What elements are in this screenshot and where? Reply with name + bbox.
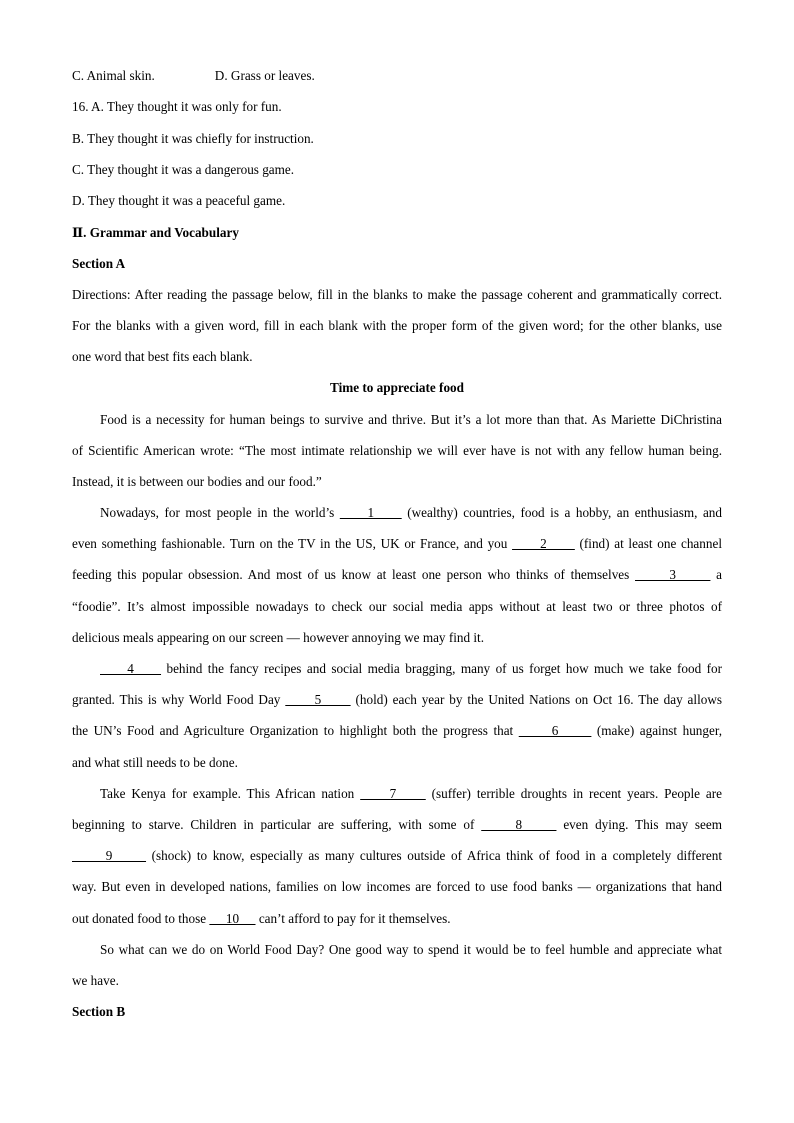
option-d: D. Grass or leaves.: [214, 68, 315, 83]
text-segment: the UN’s Food and Agriculture Organization to highlight both the progress that: [72, 723, 519, 738]
blank-9[interactable]: 9: [72, 848, 147, 863]
text-segment: (suffer) terrible droughts in recent years. People are: [425, 786, 723, 801]
paragraph-2-line-5: delicious meals appearing on our screen — however annoying we may find it.: [72, 630, 484, 645]
paragraph-4-line-5: [72, 903, 722, 934]
blank-4[interactable]: 4: [100, 661, 162, 676]
text-segment: Take Kenya for example. This African nation: [100, 786, 361, 801]
text-segment: (find) at least one channel: [574, 536, 722, 551]
paragraph-5-line-2: we have.: [72, 973, 119, 988]
paragraph-4-line-4: way. But even in developed nations, families on low incomes are forced to use food banks — organizations that hand: [72, 879, 722, 894]
paragraph-5-line-1: So what can we do on World Food Day? One good way to spend it would be to feel humble and appreciate what: [100, 942, 722, 957]
section-b-heading: Section B: [72, 1004, 126, 1019]
paragraph-2-line-2: [72, 528, 722, 559]
paragraph-3-line-2: [72, 684, 722, 715]
text-segment: a: [710, 567, 723, 582]
paragraph-3-line-3: [72, 715, 722, 746]
paragraph-1-line-3: Instead, it is between our bodies and our food.”: [72, 474, 322, 489]
text-segment: out donated food to those: [72, 911, 210, 926]
paragraph-2-line-3: [72, 559, 722, 590]
section-heading: Ⅱ. Grammar and Vocabulary: [72, 225, 239, 240]
option-c: C. Animal skin.: [72, 68, 155, 83]
blank-6[interactable]: 6: [518, 723, 592, 738]
blank-3[interactable]: 3: [635, 567, 711, 582]
directions-line-1: Directions: After reading the passage below, fill in the blanks to make the passage coherent and grammatically correct.: [72, 287, 722, 302]
text-segment: (shock) to know, especially as many cultures outside of Africa think of food in a completely different: [146, 848, 723, 863]
blank-1[interactable]: 1: [339, 505, 402, 520]
question-16-option-d: D. They thought it was a peaceful game.: [72, 193, 286, 208]
text-segment: (wealthy) countries, food is a hobby, an enthusiasm, and: [401, 505, 722, 520]
paragraph-1-line-1: Food is a necessity for human beings to survive and thrive. But it’s a lot more than that. As Mariette DiChristina: [100, 412, 722, 427]
directions-line-2: For the blanks with a given word, fill in each blank with the proper form of the given word; for the other blanks, use: [72, 318, 722, 333]
text-segment: (make) against hunger,: [591, 723, 722, 738]
directions-line-3: one word that best fits each blank.: [72, 349, 253, 364]
paragraph-2-line-4: “foodie”. It’s almost impossible nowadays to check our social media apps without at least two or three photos of: [72, 599, 722, 614]
paragraph-4-line-2: [72, 809, 722, 840]
text-segment: even dying. This may seem: [556, 817, 722, 832]
blank-8[interactable]: 8: [481, 817, 557, 832]
text-segment: can’t afford to pay for it themselves.: [255, 911, 451, 926]
text-segment: Nowadays, for most people in the world’s: [100, 505, 340, 520]
text-segment: (hold) each year by the United Nations on Oct 16. The day allows: [350, 692, 722, 707]
blank-2[interactable]: 2: [512, 536, 575, 551]
paragraph-3-line-1: [100, 653, 722, 684]
passage-title: Time to appreciate food: [330, 380, 464, 395]
question-16-option-b: B. They thought it was chiefly for instruction.: [72, 131, 314, 146]
question-16-option-c: C. They thought it was a dangerous game.: [72, 162, 295, 177]
paragraph-4-line-1: [100, 778, 722, 809]
paragraph-2-line-1: [100, 497, 722, 528]
text-segment: behind the fancy recipes and social media bragging, many of us forget how much we take food for: [161, 661, 722, 676]
paragraph-1-line-2: of Scientific American wrote: “The most intimate relationship we will ever have is not with any fellow human being.: [72, 443, 722, 458]
text-segment: beginning to starve. Children in particular are suffering, with some of: [72, 817, 482, 832]
text-segment: granted. This is why World Food Day: [72, 692, 286, 707]
blank-7[interactable]: 7: [360, 786, 426, 801]
paragraph-3-line-4: and what still needs to be done.: [72, 755, 238, 770]
text-segment: even something fashionable. Turn on the TV in the US, UK or France, and you: [72, 536, 513, 551]
option-line-15: [72, 60, 722, 91]
paragraph-4-line-3: [72, 840, 722, 871]
blank-5[interactable]: 5: [285, 692, 351, 707]
section-a-heading: Section A: [72, 256, 126, 271]
question-16-option-a: 16. A. They thought it was only for fun.: [72, 99, 282, 114]
text-segment: feeding this popular obsession. And most of us know at least one person who thinks of themselves: [72, 567, 636, 582]
blank-10[interactable]: 10: [209, 911, 256, 926]
